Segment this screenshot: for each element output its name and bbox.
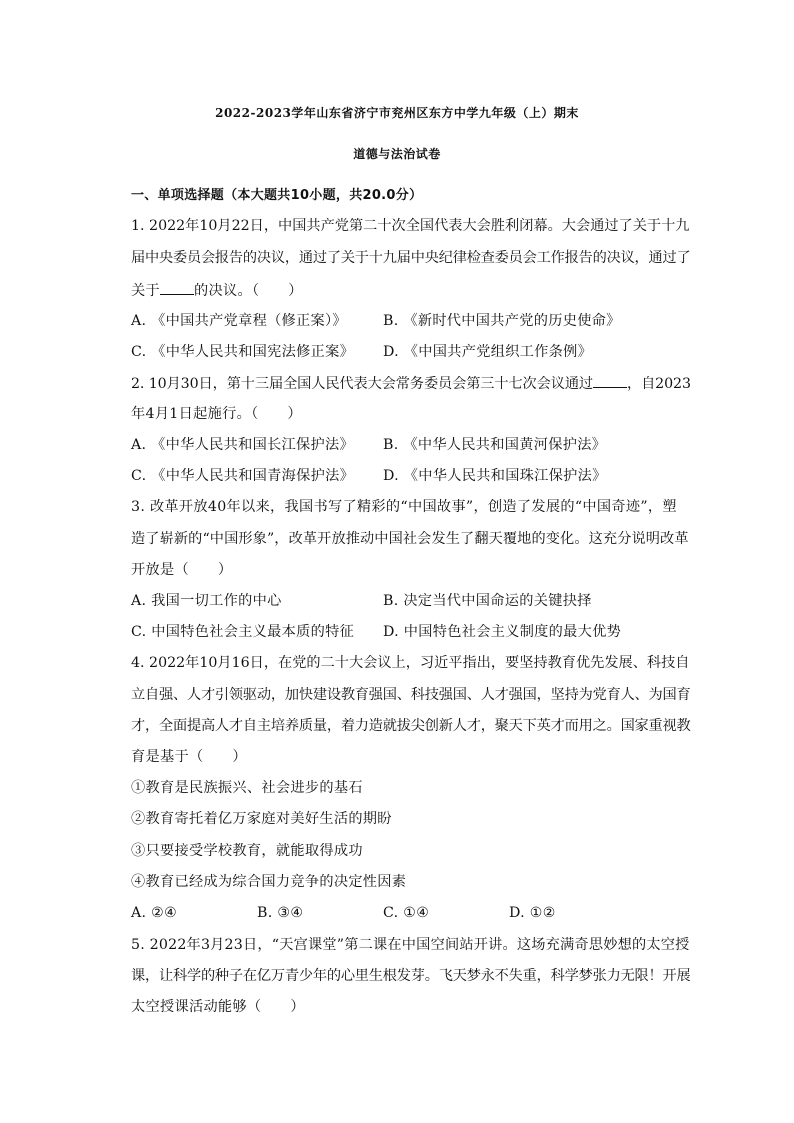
exam-title-line1: 2022-2023学年山东省济宁市兖州区东方中学九年级（上）期末 xyxy=(215,106,579,120)
q1-answer-blank xyxy=(160,280,194,295)
q2-option-b: B. 《中华人民共和国黄河保护法》 xyxy=(383,437,607,453)
q1-line1: 1. 2022年10月22日，中国共产党第二十次全国代表大会胜利闭幕。大会通过了关于十九 xyxy=(131,218,690,234)
q2-option-a: A. 《中华人民共和国长江保护法》 xyxy=(131,437,354,453)
q2-answer-blank xyxy=(593,373,627,388)
q2-stem-post: ，自2023 xyxy=(627,376,691,392)
q2-option-c: C. 《中华人民共和国青海保护法》 xyxy=(131,468,355,484)
q5-line1: 5. 2022年3月23日，“天宫课堂”第二课在中国空间站开讲。这场充满奇思妙想的太空授 xyxy=(131,937,690,953)
q2-option-d: D. 《中华人民共和国珠江保护法》 xyxy=(383,468,607,484)
q4-option-d: D. ①② xyxy=(509,905,556,921)
q3-option-d: D. 中国特色社会主义制度的最大优势 xyxy=(383,624,622,640)
q4-option-c: C. ①④ xyxy=(383,905,430,921)
q3-line2: 造了崭新的“中国形象”，改革开放推动中国社会发生了翻天覆地的变化。这充分说明改革 xyxy=(131,531,689,547)
q4-option-b: B. ③④ xyxy=(257,905,304,921)
q4-line1: 4. 2022年10月16日，在党的二十大会议上，习近平指出，要坚持教育优先发展、科技自 xyxy=(131,655,690,671)
q4-statement-3: ③只要接受学校教育，就能取得成功 xyxy=(131,843,363,859)
q4-line4: 育是基于（ ） xyxy=(131,749,247,765)
q1-line2: 届中央委员会报告的决议，通过了关于十九届中央纪律检查委员会工作报告的决议，通过了 xyxy=(131,250,691,266)
q1-option-a: A. 《中国共产党章程（修正案）》 xyxy=(131,313,347,329)
q2-line2: 年4月1日起施行。（ ） xyxy=(131,406,302,422)
q1-option-d: D. 《中国共产党组织工作条例》 xyxy=(383,344,593,360)
q3-option-a: A. 我国一切工作的中心 xyxy=(131,593,282,609)
q2-stem-pre: 2. 10月30日，第十三届全国人民代表大会常务委员会第三十七次会议通过 xyxy=(131,376,593,392)
q4-line3: 才，全面提高人才自主培养质量，着力造就拔尖创新人才，聚天下英才而用之。国家重视教 xyxy=(131,718,691,734)
q3-option-c: C. 中国特色社会主义最本质的特征 xyxy=(131,624,355,640)
q1-stem-pre: 关于 xyxy=(131,283,160,299)
q4-statement-2: ②教育寄托着亿万家庭对美好生活的期盼 xyxy=(131,811,392,827)
q1-option-c: C. 《中华人民共和国宪法修正案》 xyxy=(131,344,355,360)
q3-option-b: B. 决定当代中国命运的关键抉择 xyxy=(383,593,592,609)
exam-title-line2: 道德与法治试卷 xyxy=(353,147,441,161)
q4-option-a: A. ②④ xyxy=(131,905,178,921)
q2-line1 xyxy=(131,373,691,394)
q1-stem-post: 的决议。（ ） xyxy=(193,283,303,299)
q1-option-b: B. 《新时代中国共产党的历史使命》 xyxy=(383,313,621,329)
section-heading: 一、单项选择题（本大题共10小题，共20.0分） xyxy=(131,188,423,203)
q5-line2: 课，让科学的种子在亿万青少年的心里生根发芽。飞天梦永不失重，科学梦张力无限！开展 xyxy=(131,968,691,984)
q3-line3: 开放是（ ） xyxy=(131,562,233,578)
q1-line3 xyxy=(131,280,691,301)
q4-line2: 立自强、人才引领驱动，加快建设教育强国、科技强国、人才强国，坚持为党育人、为国育 xyxy=(131,687,691,703)
q3-line1: 3. 改革开放40年以来，我国书写了精彩的“中国故事”，创造了发展的“中国奇迹”，塑 xyxy=(131,499,677,515)
q4-statement-1: ①教育是民族振兴、社会进步的基石 xyxy=(131,780,363,796)
q4-statement-4: ④教育已经成为综合国力竞争的决定性因素 xyxy=(131,874,407,890)
q5-line3: 太空授课活动能够（ ） xyxy=(131,999,305,1015)
